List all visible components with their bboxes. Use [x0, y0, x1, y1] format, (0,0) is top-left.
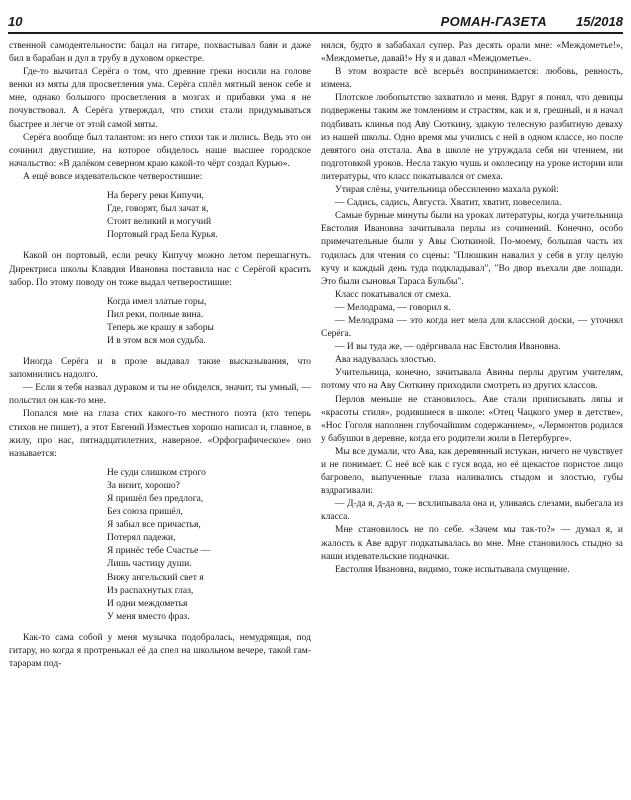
verse-line: Потерял падежи, [107, 533, 176, 544]
paragraph: Самые бурные минуты были на уроках литературы, когда учительница Евстолия Ивановна зачитывала перлы из сочинений. Конечно, особо примечательные были у Авы Сюткиной. По-моему, большая часть их годилась для чтения со сцены: "Плюшкин навалил у себя в углу целую кучу и каждый день туда подкладывал", "Во двор въехали две лошади. Это были сыновья Тараса Бульбы". [321, 211, 623, 287]
verse-line: Из распахнутых глаз, [107, 585, 194, 596]
paragraph: Мы все думали, что Ава, как деревянный истукан, ничего не чувствует и не понимает. С неё всё как с гуся вода, но её щекастое пористое лицо багровело, выпученные глаза наливались стыдом и злостью, губы вздрагивали: [321, 446, 623, 497]
magazine-title: РОМАН-ГАЗЕТА [440, 14, 547, 29]
verse-line: На берегу реки Кипучи, [107, 191, 204, 202]
header-rule [8, 32, 623, 34]
paragraph: Мне становилось не по себе. «Зачем мы так-то?» — думал я, и жалость к Аве вдруг подкатывалась во мне. Мне становилось стыдно за наши издевательские подначки. [321, 525, 623, 562]
paragraph: Плотское любопытство захватило и меня. Вдруг я понял, что девицы подвержены таким же томлениям и страстям, как и я, грешный, и я начал подбивать клинья под Аву Сюткину, эдакую телесную разбитную деваху из нашей школы. Одно время мы учились с ней в одном классе, но после девятого она отстала. Ава в школе не утруждала себя ни чтением, ни подготовкой уроков. Несла такую чушь и околесицу на уроке истории или литературы, что класс покатывался от смеха. [321, 93, 623, 182]
verse-line: Теперь же крашу я заборы [107, 322, 214, 333]
issue-number: 15/2018 [576, 14, 623, 29]
dialogue-line: — Мелодрама, — говорил я. [335, 302, 451, 313]
verse-line: Я забыл все причастья, [107, 520, 201, 531]
paragraph: Класс покатывался от смеха. [335, 289, 451, 300]
paragraph: Где-то вычитал Серёга о том, что древние греки носили на голове венки из мяты для просветления ума. Серёга сплёл мятный венок себе и мне, однако большого просветления в мозгах и прибавки ума я не почувствовал. А Серёга утверждал, что стихи стали придумываться быстрее и легче от этой самой мяты. [9, 67, 311, 130]
verse-line: За визит, хорошо? [107, 480, 180, 491]
verse-line: Лишь частицу души. [107, 559, 192, 570]
paragraph: нялся, будто я забабахал супер. Раз десять орали мне: «Междометье!», «Междометье, давай!» Ну я и давал «Междометье». [321, 41, 623, 65]
verse-stanza [9, 296, 311, 348]
verse-stanza [9, 190, 311, 242]
verse-line: У меня вместо фраз. [107, 611, 190, 622]
paragraph: — Если я тебя назвал дураком и ты не обиделся, значит, ты умный, — польстил он как-то мне. [9, 383, 311, 407]
verse-line: Стоит великий и могучий [107, 217, 212, 228]
dialogue-line: — Мелодрама — это когда нет мела для классной доски, — уточнял Серёга. [321, 315, 623, 340]
paragraph: Попался мне на глаза стих какого-то местного поэта (кто теперь стихов не пишет), а этот Евгений Изместьев хорошо написал и, главное, в жилу, про нас, пятнадцатилетних, наверное. «Орфографическое» оно называется: [9, 409, 311, 459]
verse-line: Вижу ангельский свет я [107, 572, 204, 583]
verse-line: Когда имел златые горы, [107, 296, 207, 307]
paragraph: Учительница, конечно, зачитывала Авины перлы другим учителям, потому что на Аву Сюткину приходили смотреть из других классов. [321, 368, 623, 392]
paragraph: Иногда Серёга и в прозе выдавал такие высказывания, что запомнились надолго. [9, 357, 311, 381]
verse-line: Без союза пришёл, [107, 507, 183, 518]
paragraph: Евстолия Ивановна, видимо, тоже испытывала смущение. [335, 564, 570, 575]
dialogue-line: — Садись, садись, Августа. Хватит, хватит, повеселила. [335, 198, 562, 209]
dialogue-line: — Д-да я, д-да я, — всхлипывала она и, уливаясь слезами, выбегала из класса. [321, 499, 623, 523]
paragraph: Какой он портовый, если речку Кипучу можно летом перешагнуть. Директриса школы Клавдия Ивановна поставила нас с Серёгой красить забор. По этому поводу он тоже выдал четверостишие: [9, 251, 311, 288]
paragraph: В этом возрасте всё всерьёз воспринимается: любовь, ревность, измена. [321, 67, 623, 91]
paragraph: Как-то сама собой у меня музычка подобралась, немудрящая, под гитару, но когда я протренькал её да спел на школьном вечере, такой гам-тарарам под- [9, 632, 311, 670]
paragraph: Серёга вообще был талантом: из него стихи так и лились. Ведь это он сочинил двустишие, на которое обиделось наше высшее городское начальство: «В далёком северном краю какой-то чёрт создал Курью». [9, 132, 311, 169]
verse-line: Где, говорят, был зачат я, [107, 204, 209, 215]
verse-line: Я принёс тебе Счастье — [107, 546, 211, 557]
paragraph: А ещё вовсе издевательское четверостишие: [23, 171, 203, 182]
left-column [9, 40, 311, 671]
verse-line: Я пришёл без предлога, [107, 494, 204, 504]
paragraph: Утирая слёзы, учительница обессиленно махала рукой: [335, 185, 559, 196]
running-header [8, 14, 623, 32]
paragraph: ственной самодеятельности: бацал на гитаре, похвастывал баян и даже бил в барабан и дул в трубу в духовом оркестре. [9, 41, 311, 65]
verse-line: Не суди слишком строго [107, 467, 206, 478]
page-number: 10 [8, 14, 23, 29]
verse-poem [9, 467, 311, 624]
verse-line: И одни междометья [107, 598, 188, 609]
dialogue-line: — И вы туда же, — одёргивала нас Евстолия Ивановна. [335, 342, 561, 353]
right-column [321, 40, 623, 577]
verse-line: И в этом вся моя судьба. [107, 335, 206, 346]
paragraph: Ава надувалась злостью. [335, 355, 436, 366]
paragraph: Перлов меньше не становилось. Аве стали приписывать ляпы и «красоты стиля», родившиеся в школе: «Отец Чацкого умер в детстве», «Нос Гоголя наполнен глубочайшим содержанием», «Лермонтов родился у бабушки в деревне, когда его родители жили в Петербурге». [321, 394, 623, 444]
verse-line: Портовый град Бела Курья. [107, 230, 218, 241]
verse-line: Пил реки, полные вина. [107, 309, 204, 320]
